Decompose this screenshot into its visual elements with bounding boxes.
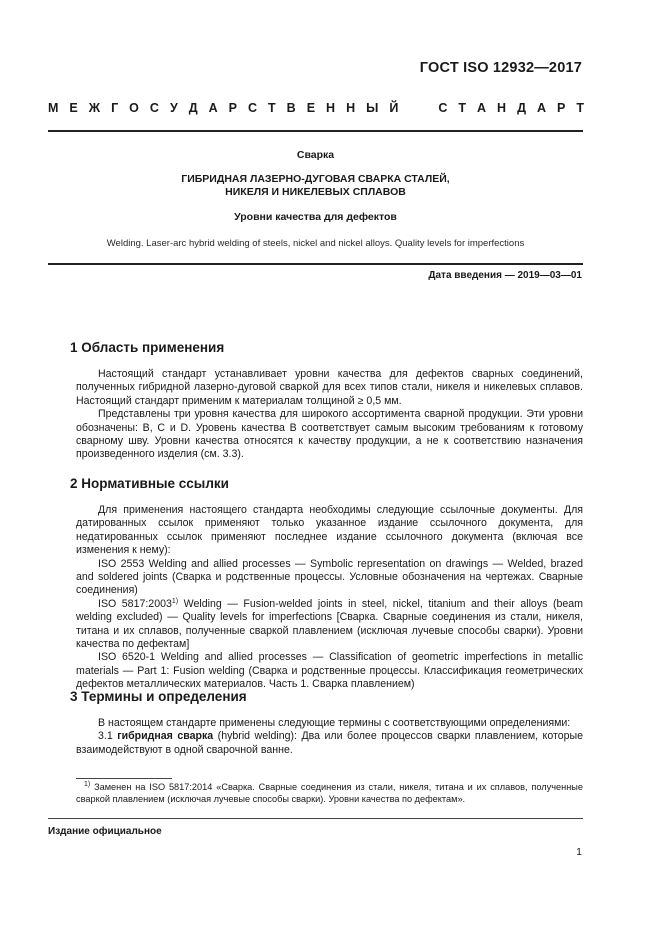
section-scope: [70, 340, 583, 462]
heading-letter: А: [208, 101, 218, 115]
section-terms: [70, 689, 583, 757]
term-number: 3.1: [98, 730, 118, 743]
title-subtitle: Уровни качества для дефектов: [234, 211, 397, 223]
heading-letter: А: [536, 101, 547, 115]
heading-letter: Ы: [366, 101, 379, 115]
term-definition: [76, 730, 583, 757]
heading-letter: С: [438, 101, 448, 115]
heading-letter: Н: [346, 101, 356, 115]
reference-item: [76, 598, 583, 652]
heading-letter: О: [129, 101, 139, 115]
heading-letter: Д: [517, 101, 526, 115]
footnote: [76, 781, 583, 805]
term-text: (hybrid welding): Два или более процессов сварки плавлением, которые взаимодействуют в одной сварочной ванне.: [76, 730, 583, 756]
heading-letter: Р: [228, 101, 237, 115]
footer-divider: [48, 818, 583, 819]
title-divider: [48, 263, 583, 265]
title-english: Welding. Laser-arc hybrid welding of steels, nickel and nickel alloys. Quality levels for imperfections: [106, 238, 525, 249]
paragraph: Настоящий стандарт устанавливает уровни качества для дефектов сварных соединений, полученных гибридной лазерно-дуговой сваркой для всех типов стали, никеля и никелевых сплавов. Настоящий стандарт применим к материалам толщиной ≥ 0,5 мм.: [76, 368, 583, 407]
heading-letter: Н: [326, 101, 336, 115]
heading-letter: Е: [69, 101, 78, 115]
reference-item: ISO 6520-1 Welding and allied processes — Classification of geometric imperfections in metallic materials — Part 1: Fusion welding (Сварка и родственные процессы. Классификация геометрических дефектов металлических материалов. Часть 1. Сварка плавлением): [76, 651, 583, 691]
standard-type-heading: [48, 101, 584, 115]
section-heading: 1 Область применения: [70, 340, 225, 355]
title-main-line2: НИКЕЛЯ И НИКЕЛЕВЫХ СПЛАВОВ: [225, 186, 406, 198]
section-heading: 3 Термины и определения: [70, 689, 247, 704]
header-divider: [48, 130, 583, 132]
section-heading: 2 Нормативные ссылки: [70, 476, 229, 491]
footnote-mark[interactable]: 1): [171, 597, 179, 605]
title-main-line1: ГИБРИДНАЯ ЛАЗЕРНО-ДУГОВАЯ СВАРКА СТАЛЕЙ,: [181, 173, 450, 185]
heading-letter: Т: [268, 101, 276, 115]
title-category: Сварка: [296, 149, 335, 161]
reference-text: Welding — Fusion-welded joints in steel, nickel, titanium and their alloys (beam welding excluded) — Quality levels for imperfections [Сварка. Сварные соединения из стали, никеля, титана и их сплавов, полученные сваркой плавлением (исключая лучевые способы сварки). Уровни качества по дефектам]: [76, 597, 583, 651]
heading-letter: Е: [306, 101, 316, 115]
heading-letter: Д: [188, 101, 198, 115]
footnote-divider: [76, 778, 172, 779]
paragraph: Представлены три уровня качества для широкого ассортимента сварной продукции. Эти уровни обозначены: B, C и D. Уровень качества B соответствует самым высоким требованиям к готовому сварному шву. Уровни качества относятся к качеству продукции, а не к соответствию назначения произведенного изделия (см. 3.3).: [76, 408, 583, 461]
heading-letter: Г: [111, 101, 119, 115]
heading-letter: У: [169, 101, 178, 115]
heading-letter: Р: [557, 101, 566, 115]
footnote-mark: 1): [84, 781, 91, 788]
intro-date: Дата введения — 2019—03—01: [428, 270, 582, 281]
heading-letter: С: [149, 101, 159, 115]
footnote-text: Заменен на ISO 5817:2014 «Сварка. Сварные соединения из стали, никеля, титана и их сплавов, полученные сваркой плавлением (исключая лучевые способы сварки). Уровни качества по дефектам».: [76, 782, 583, 804]
section-normative-references: [70, 476, 583, 692]
reference-code: ISO 5817:2003: [98, 597, 172, 610]
heading-letter: В: [286, 101, 296, 115]
heading-letter: Н: [497, 101, 507, 115]
page-number: 1: [576, 846, 582, 858]
standard-code: ГОСТ ISO 12932—2017: [419, 60, 582, 76]
term-name: гибридная сварка: [117, 730, 214, 743]
heading-letter: Т: [458, 101, 467, 115]
heading-letter: Й: [389, 101, 399, 115]
heading-letter: Т: [576, 101, 584, 115]
heading-letter: С: [248, 101, 258, 115]
heading-letter: Ж: [88, 101, 101, 115]
edition-label: Издание официальное: [48, 826, 162, 837]
reference-item: ISO 2553 Welding and allied processes — Symbolic representation on drawings — Welded, brazed and soldered joints (Сварка и родственные процессы. Условные обозначения на чертежах. Сварные соединения): [76, 557, 583, 597]
heading-letter: М: [48, 101, 59, 115]
paragraph: В настоящем стандарте применены следующие термины с соответствующими определениями:: [98, 717, 571, 729]
paragraph: Для применения настоящего стандарта необходимы следующие ссылочные документы. Для датированных ссылок применяют только указанное издание ссылочного документа, для недатированных ссылок применяют последнее издание ссылочного документа (включая все изменения к нему):: [76, 504, 583, 557]
heading-letter: А: [477, 101, 487, 115]
